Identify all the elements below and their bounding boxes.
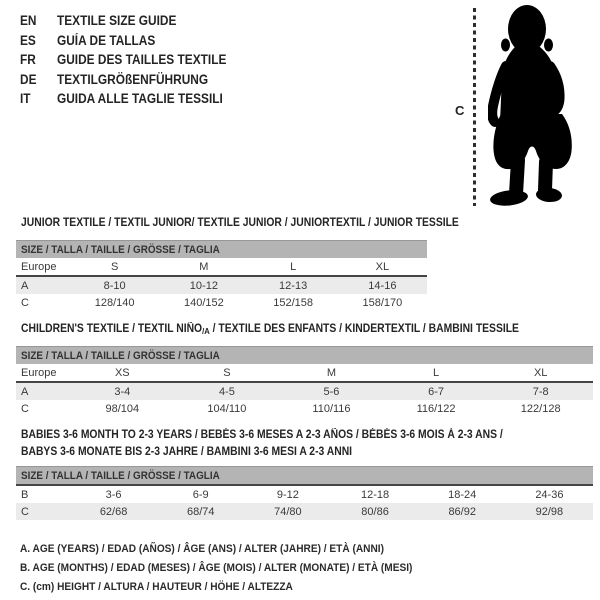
size-header-bar	[16, 347, 593, 365]
lang-row-fr	[20, 50, 226, 70]
size-cell: 12-18	[360, 488, 390, 501]
size-cell: 24-36	[535, 488, 564, 501]
size-cell: 158/170	[362, 296, 403, 309]
table-row-b	[16, 485, 593, 503]
children-title-prefix: CHILDREN'S TEXTILE / TEXTIL NIÑO	[21, 323, 203, 335]
row-label-cell: C	[16, 503, 70, 520]
size-cell: 122/128	[520, 402, 561, 415]
size-header-label: SIZE / TALLA / TAILLE / GRÖSSE / TAGLIA	[21, 349, 220, 362]
size-cell: M	[279, 364, 384, 382]
height-marker-label: C	[455, 103, 465, 118]
lang-code: DE	[20, 71, 37, 87]
table-row-a	[16, 382, 593, 400]
column-header-row	[16, 258, 427, 276]
size-cell: XL	[338, 258, 427, 276]
row-label-cell: B	[21, 488, 29, 501]
table-row-c	[16, 503, 593, 520]
size-cell: 12-13	[249, 276, 338, 294]
children-title-subscript: /A	[202, 326, 210, 336]
size-cell: 18-24	[448, 488, 477, 501]
lang-row-en	[20, 11, 226, 31]
baby-figure	[450, 0, 600, 212]
size-cell: XL	[488, 364, 593, 382]
size-cell: 104/110	[207, 402, 247, 415]
row-label-cell: C	[21, 402, 29, 415]
legend-notes	[20, 540, 447, 597]
size-cell: 80/86	[331, 503, 418, 520]
size-cell: L	[384, 364, 489, 382]
size-cell: 92/98	[506, 503, 593, 520]
lang-code: FR	[20, 52, 36, 67]
lang-title: GUIDA ALLE TAGLIE TESSILI	[56, 91, 223, 106]
column-header-row	[16, 364, 593, 382]
size-cell: XS	[70, 364, 175, 382]
language-title-list	[20, 11, 255, 109]
row-label-cell: Europe	[16, 258, 70, 276]
size-cell: 3-6	[105, 488, 122, 501]
junior-size-table	[16, 240, 427, 311]
size-cell: 8-10	[70, 276, 159, 294]
size-cell: 140/152	[183, 296, 224, 309]
lang-title: TEXTILE SIZE GUIDE	[56, 13, 177, 28]
row-label-cell: A	[16, 276, 70, 294]
size-cell: 14-16	[338, 276, 427, 294]
note-c: C. (cm) HEIGHT / ALTURA / HAUTEUR / HÖHE / ALTEZZA	[20, 581, 293, 593]
size-cell: S	[70, 258, 159, 276]
size-cell: 62/68	[70, 503, 157, 520]
table-row-a	[16, 276, 427, 294]
size-cell: 128/140	[94, 296, 135, 309]
size-cell: S	[175, 364, 280, 382]
size-cell: 4-5	[175, 382, 280, 400]
size-cell: 9-12	[276, 488, 299, 501]
size-cell: 110/116	[312, 402, 351, 415]
size-cell: 6-7	[384, 382, 489, 400]
size-cell: 68/74	[157, 503, 244, 520]
size-header-label: SIZE / TALLA / TAILLE / GRÖSSE / TAGLIA	[21, 243, 220, 256]
note-b: B. AGE (MONTHS) / EDAD (MESES) / ÂGE (MOIS) / ALTER (MONATE) / ETÀ (MESI)	[20, 562, 413, 574]
lang-title: TEXTILGRÖßENFÜHRUNG	[56, 71, 209, 87]
lang-row-es	[20, 31, 226, 51]
height-marker-dashed-line	[473, 8, 476, 206]
lang-title: GUÍA DE TALLAS	[56, 32, 156, 48]
table-row-c	[16, 400, 593, 417]
junior-section-title: JUNIOR TEXTILE / TEXTIL JUNIOR/ TEXTILE JUNIOR / JUNIORTEXTIL / JUNIOR TESSILE	[21, 217, 459, 229]
lang-code: IT	[20, 91, 31, 106]
children-size-table	[16, 346, 593, 417]
children-textile-section	[16, 322, 593, 417]
size-cell: 3-4	[70, 382, 175, 400]
lang-row-it	[20, 89, 226, 109]
junior-textile-section	[16, 216, 459, 311]
babies-section-title-line2: BABYS 3-6 MONATE BIS 2-3 JAHRE / BAMBINI 3-6 MESI A 2-3 ANNI	[21, 446, 353, 458]
table-row-c	[16, 294, 427, 311]
size-cell: 74/80	[244, 503, 331, 520]
size-cell: 6-9	[192, 488, 209, 501]
size-cell: 7-8	[488, 382, 593, 400]
lang-code: ES	[20, 32, 36, 48]
size-cell: L	[249, 258, 338, 276]
children-section-title	[21, 322, 536, 336]
row-label-cell: A	[16, 382, 70, 400]
size-header-label: SIZE / TALLA / TAILLE / GRÖSSE / TAGLIA	[21, 469, 220, 482]
babies-section-title-line1: BABIES 3-6 MONTH TO 2-3 YEARS / BEBÉS 3-6 MESES A 2-3 AÑOS / BÉBÉS 3-6 MOIS À 2-3 ANS /	[21, 429, 503, 441]
size-cell: 116/122	[416, 402, 456, 415]
lang-title: GUIDE DES TAILLES TEXTILE	[56, 52, 227, 67]
size-cell: 152/158	[273, 296, 313, 309]
size-header-bar	[16, 467, 593, 486]
baby-silhouette-icon	[488, 2, 600, 208]
size-header-bar	[16, 241, 427, 259]
size-cell: M	[159, 258, 248, 276]
size-cell: 98/104	[105, 402, 140, 415]
children-title-suffix: / TEXTILE DES ENFANTS / KINDERTEXTIL / BAMBINI TESSILE	[209, 323, 519, 335]
row-label-cell: C	[21, 296, 29, 309]
size-cell: 86/92	[419, 503, 506, 520]
size-cell: 5-6	[279, 382, 384, 400]
lang-code: EN	[20, 13, 37, 28]
row-label-cell: Europe	[16, 364, 70, 382]
size-cell: 10-12	[159, 276, 248, 294]
babies-textile-section	[16, 427, 593, 520]
babies-size-table	[16, 466, 593, 520]
lang-row-de	[20, 70, 226, 90]
note-a: A. AGE (YEARS) / EDAD (AÑOS) / ÂGE (ANS) / ALTER (JAHRE) / ETÀ (ANNI)	[20, 543, 384, 555]
